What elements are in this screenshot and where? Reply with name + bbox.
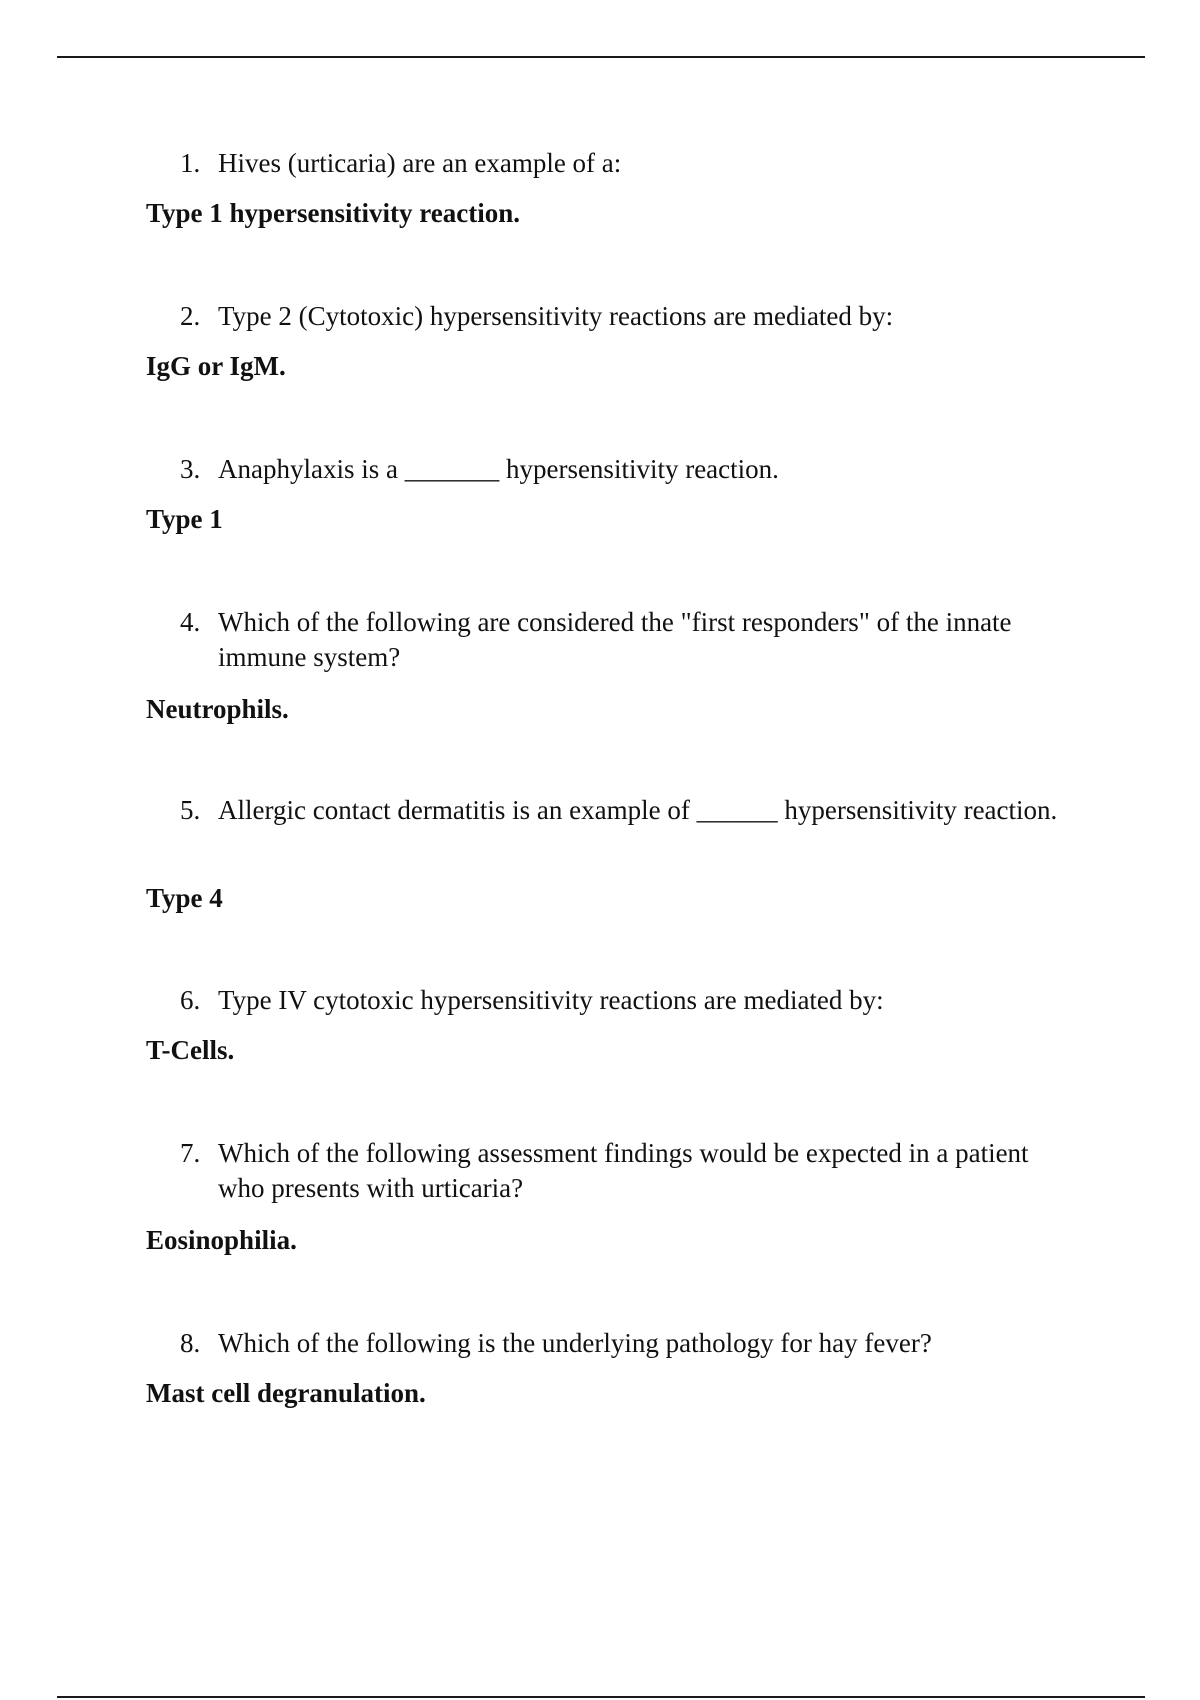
question-text: Anaphylaxis is a _______ hypersensitivity reaction. bbox=[218, 454, 779, 484]
answer-3: Type 1 bbox=[146, 504, 223, 534]
question-number: 3. bbox=[180, 454, 201, 484]
question-number: 8. bbox=[180, 1328, 201, 1358]
question-number: 4. bbox=[180, 607, 201, 637]
question-6 bbox=[180, 983, 1080, 1018]
top-rule bbox=[57, 56, 1145, 58]
question-7 bbox=[180, 1136, 1080, 1206]
question-number: 7. bbox=[180, 1138, 201, 1168]
question-number: 1. bbox=[180, 148, 201, 178]
question-number: 2. bbox=[180, 301, 201, 331]
question-4 bbox=[180, 605, 1080, 675]
question-2 bbox=[180, 299, 1080, 334]
answer-2: IgG or IgM. bbox=[146, 351, 286, 381]
answer-6: T-Cells. bbox=[146, 1035, 235, 1065]
question-text: Type IV cytotoxic hypersensitivity reactions are mediated by: bbox=[218, 985, 884, 1015]
question-5 bbox=[180, 793, 1080, 828]
answer-1: Type 1 hypersensitivity reaction. bbox=[146, 198, 520, 228]
question-text: Type 2 (Cytotoxic) hypersensitivity reactions are mediated by: bbox=[218, 301, 894, 331]
question-3 bbox=[180, 452, 1080, 487]
question-text: Hives (urticaria) are an example of a: bbox=[218, 148, 622, 178]
question-number: 5. bbox=[180, 795, 201, 825]
question-1 bbox=[180, 146, 1080, 181]
answer-5: Type 4 bbox=[146, 883, 223, 913]
question-text: Which of the following assessment findings would be expected in a patient who presents with urticaria? bbox=[218, 1138, 1029, 1203]
question-text: Which of the following is the underlying pathology for hay fever? bbox=[218, 1328, 932, 1358]
question-text: Which of the following are considered the "first responders" of the innate immune system? bbox=[218, 607, 1012, 672]
question-text: Allergic contact dermatitis is an example of ______ hypersensitivity reaction. bbox=[218, 795, 1058, 825]
answer-4: Neutrophils. bbox=[146, 694, 289, 724]
answer-8: Mast cell degranulation. bbox=[146, 1378, 426, 1408]
question-8 bbox=[180, 1326, 1080, 1361]
bottom-rule bbox=[57, 1696, 1145, 1698]
answer-7: Eosinophilia. bbox=[146, 1225, 297, 1255]
question-number: 6. bbox=[180, 985, 201, 1015]
